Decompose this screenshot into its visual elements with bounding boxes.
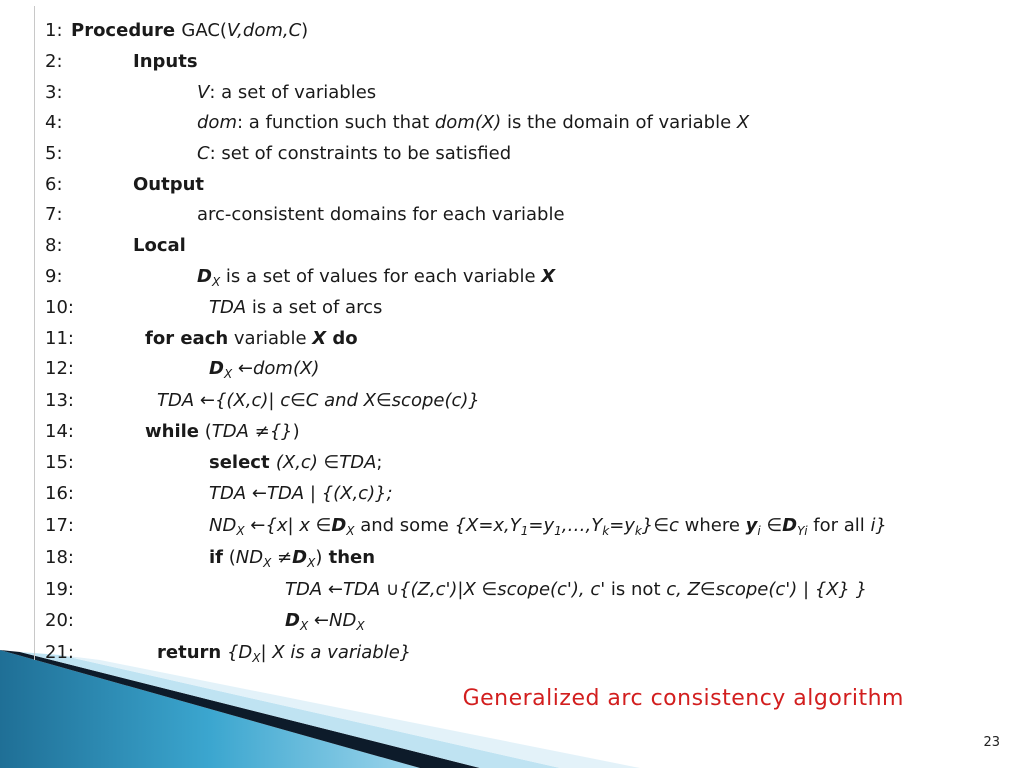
line-text-fragment: then xyxy=(322,547,376,568)
line-number: 11: xyxy=(45,328,74,349)
line-text-fragment: where xyxy=(678,515,746,536)
line-content xyxy=(133,47,198,77)
line-number: 15: xyxy=(45,452,74,473)
line-text-fragment: while xyxy=(145,421,199,442)
line-content xyxy=(145,324,358,354)
line-number: 18: xyxy=(45,547,74,568)
line-text-fragment: X xyxy=(252,651,261,665)
line-text-fragment: {X=x,Y xyxy=(454,515,521,536)
line-content xyxy=(197,78,376,108)
line-text-fragment: ND xyxy=(209,515,237,536)
line-text-fragment: C xyxy=(197,143,210,164)
line-text-fragment: ND xyxy=(235,547,264,568)
line-content xyxy=(209,511,887,541)
line-text-fragment: is the domain of variable xyxy=(501,112,737,133)
line-text-fragment: }∈c xyxy=(641,515,679,536)
line-text-fragment: : a function such that xyxy=(236,112,435,133)
line-text-fragment: Procedure xyxy=(71,20,182,41)
line-text-fragment: ,…,Y xyxy=(561,515,603,536)
line-number: 4: xyxy=(45,112,63,133)
line-text-fragment: 1 xyxy=(520,524,529,538)
line-text-fragment: select xyxy=(209,452,276,473)
line-text-fragment: TDA ←{(X,c)| c∈C and X∈scope(c)} xyxy=(157,390,480,411)
line-number: 19: xyxy=(45,579,74,600)
slide-caption: Generalized arc consistency algorithm xyxy=(462,686,904,711)
line-text-fragment: D xyxy=(292,547,308,568)
line-content xyxy=(133,170,204,200)
line-text-fragment: variable xyxy=(228,328,313,349)
line-number: 12: xyxy=(45,358,74,379)
line-text-fragment: ≠ xyxy=(271,547,293,568)
line-text-fragment: ; xyxy=(376,452,383,473)
line-text-fragment: dom(X) xyxy=(434,112,502,133)
line-text-fragment: Local xyxy=(133,235,186,256)
line-text-fragment: (X,c) ∈TDA xyxy=(275,452,377,473)
line-content xyxy=(157,638,411,668)
line-text-fragment: ) xyxy=(292,421,300,442)
line-text-fragment: ←{x| x ∈ xyxy=(244,515,332,536)
line-number: 3: xyxy=(45,82,63,103)
line-content xyxy=(209,543,375,573)
line-content xyxy=(197,200,565,230)
line-text-fragment: TDA ≠{} xyxy=(211,421,293,442)
line-text-fragment: i xyxy=(757,524,761,538)
line-text-fragment: is a set of values for each variable xyxy=(220,266,542,287)
line-text-fragment: TDA xyxy=(209,297,247,318)
line-text-fragment: c, Z∈scope(c') | {X} } xyxy=(666,579,868,600)
line-number: 16: xyxy=(45,483,74,504)
algorithm-listing xyxy=(34,6,965,665)
line-content xyxy=(285,606,365,636)
line-number: 13: xyxy=(45,390,74,411)
line-text-fragment: X xyxy=(356,619,365,633)
line-text-fragment: k xyxy=(602,524,610,538)
line-text-fragment: : a set of variables xyxy=(209,82,377,103)
line-text-fragment: ) xyxy=(315,547,323,568)
line-text-fragment: ( xyxy=(223,547,236,568)
line-text-fragment: Yi xyxy=(797,524,808,538)
line-text-fragment: ) xyxy=(301,20,309,41)
line-content xyxy=(145,417,300,447)
line-content xyxy=(209,448,383,478)
line-text-fragment: TDA ←TDA ∪{(Z,c')|X ∈scope(c'), c' xyxy=(285,579,606,600)
line-number: 14: xyxy=(45,421,74,442)
line-text-fragment: X xyxy=(263,556,272,570)
line-text-fragment: ←dom(X) xyxy=(232,358,320,379)
page-number: 23 xyxy=(983,735,1000,750)
line-text-fragment: ( xyxy=(199,421,212,442)
line-text-fragment: X xyxy=(346,524,355,538)
line-text-fragment: y xyxy=(745,515,758,536)
line-text-fragment: and some xyxy=(354,515,455,536)
line-text-fragment: for all xyxy=(807,515,871,536)
line-number: 10: xyxy=(45,297,74,318)
line-text-fragment: {D xyxy=(226,642,253,663)
line-text-fragment: D xyxy=(782,515,798,536)
line-text-fragment: D xyxy=(209,358,224,379)
line-content xyxy=(71,16,308,46)
line-number: 2: xyxy=(45,51,63,72)
line-text-fragment: dom xyxy=(197,112,237,133)
line-text-fragment: GAC( xyxy=(181,20,227,41)
line-number: 21: xyxy=(45,642,74,663)
line-text-fragment: if xyxy=(209,547,224,568)
line-text-fragment: V,dom,C xyxy=(226,20,302,41)
line-content xyxy=(209,354,319,384)
line-number: 5: xyxy=(45,143,63,164)
line-content xyxy=(197,262,555,292)
line-number: 20: xyxy=(45,610,74,631)
line-text-fragment: arc-consistent domains for each variable xyxy=(197,204,565,225)
line-text-fragment: is a set of arcs xyxy=(246,297,383,318)
line-number: 7: xyxy=(45,204,63,225)
line-text-fragment: return xyxy=(157,642,222,663)
line-text-fragment: | X is a variable} xyxy=(260,642,412,663)
line-text-fragment: X xyxy=(236,524,245,538)
line-text-fragment: i} xyxy=(870,515,887,536)
line-text-fragment: X xyxy=(541,266,556,287)
line-text-fragment: k xyxy=(634,524,642,538)
line-content xyxy=(197,108,749,138)
line-number: 9: xyxy=(45,266,63,287)
line-text-fragment: 1 xyxy=(554,524,562,538)
line-text-fragment: D xyxy=(331,515,347,536)
line-text-fragment: Inputs xyxy=(133,51,198,72)
line-text-fragment: ←ND xyxy=(308,610,357,631)
line-text-fragment: X xyxy=(736,112,750,133)
line-text-fragment: X xyxy=(299,619,309,633)
line-text-fragment: is not xyxy=(605,579,667,600)
line-text-fragment: X xyxy=(211,275,221,289)
line-content xyxy=(157,386,480,416)
line-content xyxy=(133,231,186,261)
line-number: 1: xyxy=(45,20,63,41)
line-number: 6: xyxy=(45,174,63,195)
line-text-fragment: : set of constraints to be satisfied xyxy=(209,143,512,164)
line-content xyxy=(209,479,393,509)
line-number: 17: xyxy=(45,515,74,536)
line-text-fragment: X xyxy=(223,367,233,381)
line-number: 8: xyxy=(45,235,63,256)
line-text-fragment: =y xyxy=(528,515,555,536)
line-text-fragment: ∈ xyxy=(760,515,783,536)
line-text-fragment: D xyxy=(197,266,212,287)
line-text-fragment: do xyxy=(326,328,358,349)
line-content xyxy=(285,575,867,605)
line-content xyxy=(209,293,382,323)
line-text-fragment: TDA ←TDA | {(X,c)}; xyxy=(209,483,393,504)
line-text-fragment: D xyxy=(285,610,300,631)
line-text-fragment: X xyxy=(307,556,316,570)
line-text-fragment: for each xyxy=(145,328,229,349)
line-text-fragment: X xyxy=(312,328,327,349)
line-text-fragment: V xyxy=(197,82,210,103)
line-text-fragment: Output xyxy=(133,174,205,195)
line-text-fragment: =y xyxy=(609,515,635,536)
line-content xyxy=(197,139,511,169)
